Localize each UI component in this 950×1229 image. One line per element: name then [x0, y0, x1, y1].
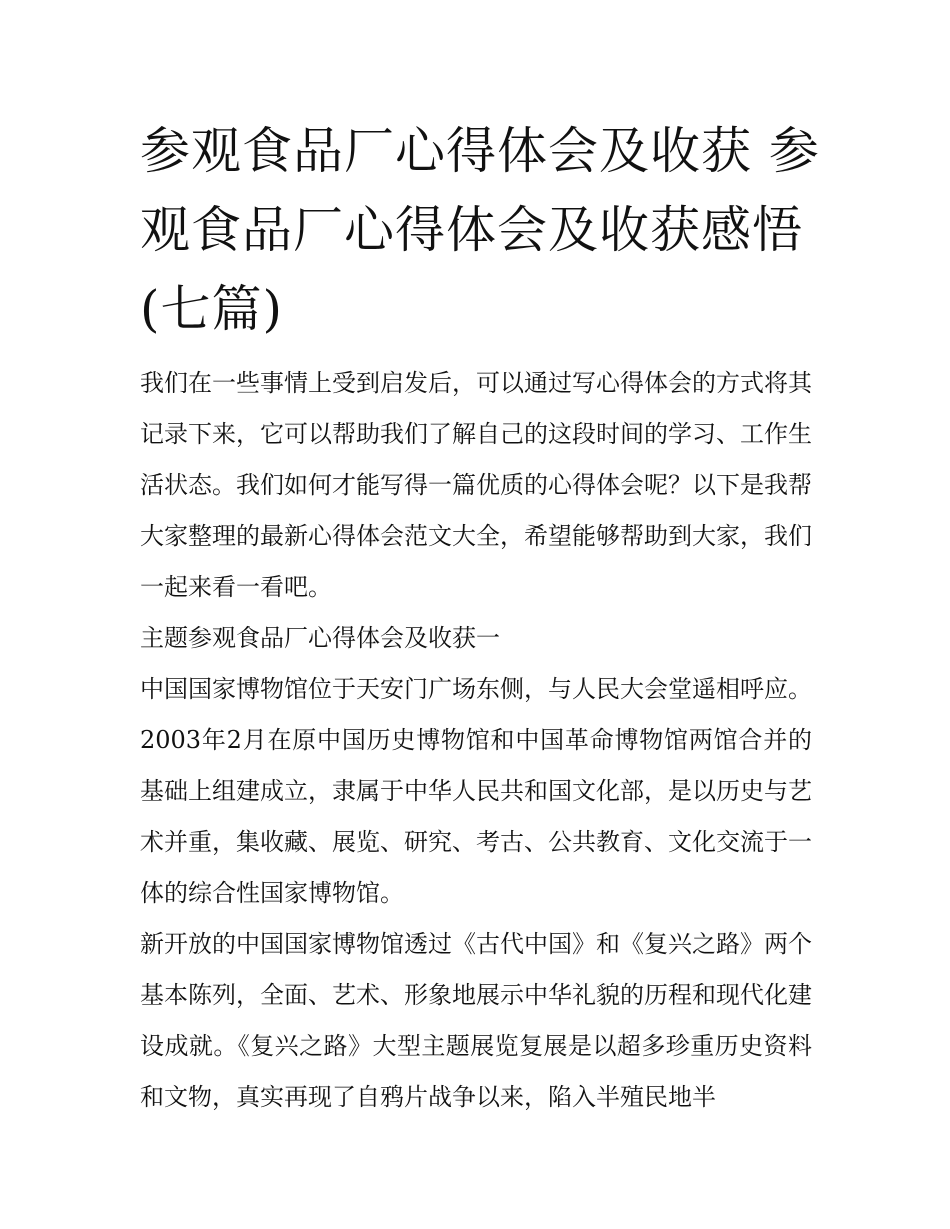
museum-paragraph: 中国国家博物馆位于天安门广场东侧，与人民大会堂遥相呼应。2003年2月在原中国历史博物馆和中国革命博物馆两馆合并的基础上组建成立，隶属于中华人民共和国文化部，是以历史与艺术并重，集收藏、展览、研究、考古、公共教育、文化交流于一体的综合性国家博物馆。 [140, 675, 812, 907]
section-heading: 主题参观食品厂心得体会及收获一 [140, 624, 500, 652]
exhibition-paragraph: 新开放的中国国家博物馆透过《古代中国》和《复兴之路》两个基本陈列，全面、艺术、形象地展示中华礼貌的历程和现代化建设成就。《复兴之路》大型主题展览复展是以超多珍重历史资料和文物，真实再现了自鸦片战争以来，陷入半殖民地半 [140, 930, 812, 1111]
document-body [140, 358, 812, 1123]
document-title: 参观食品厂心得体会及收获 参观食品厂心得体会及收获感悟(七篇) [140, 122, 820, 338]
intro-paragraph: 我们在一些事情上受到启发后，可以通过写心得体会的方式将其记录下来，它可以帮助我们了解自己的这段时间的学习、工作生活状态。我们如何才能写得一篇优质的心得体会呢？以下是我帮大家整理的最新心得体会范文大全，希望能够帮助到大家，我们一起来看一看吧。 [140, 369, 812, 601]
